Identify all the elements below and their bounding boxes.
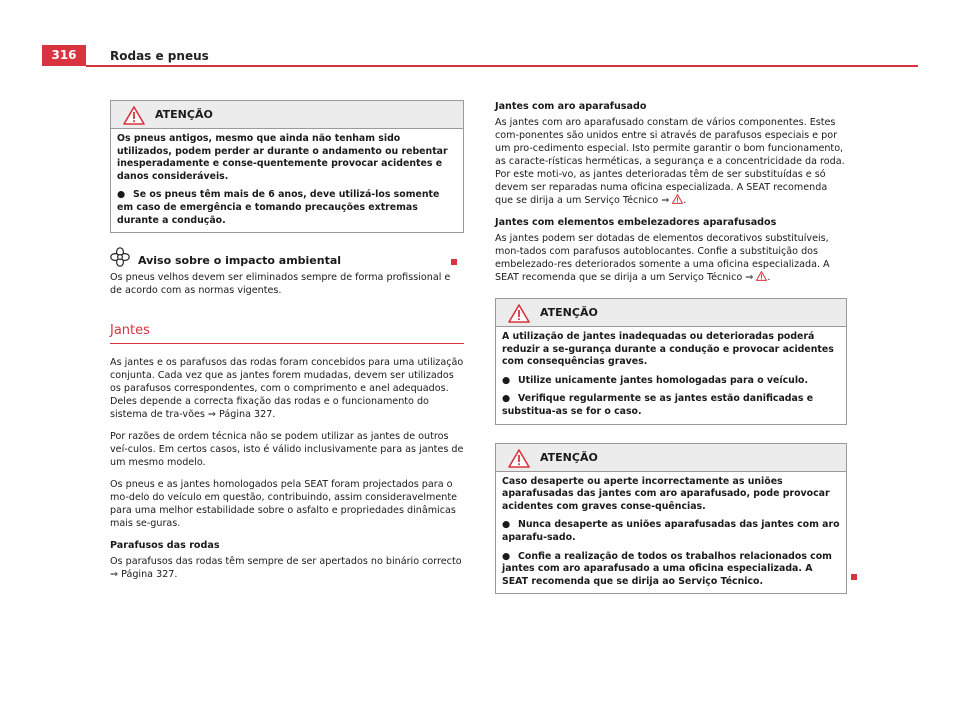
- paragraph: Os parafusos das rodas têm sempre de ser apertados no binário correcto ⇒ Página 327.: [110, 556, 462, 581]
- period: .: [683, 195, 687, 206]
- warning-item-text: Verifique regularmente se as jantes estão danificadas e substitua-as se for o caso.: [502, 393, 814, 417]
- warning-triangle-icon: [123, 106, 145, 125]
- warning-header: [111, 101, 463, 129]
- warning-item: [502, 393, 840, 418]
- bullet: ●: [502, 393, 511, 405]
- paragraph-text: As jantes com aro aparafusado constam de vários componentes. Estes com-ponentes são unidos entre si através de parafusos especiais e por um pro-cedimento especial. Isto permite garantir o bom funcionamento, as caracte-rísticas herméticas, a segurança e a concentricidade da roda. Por este moti-vo, as jantes deterioradas têm de ser substituídas e só devem ser reparadas numa oficina especializada. A SEAT recomenda que se dirija a um Serviço Técnico ⇒: [495, 117, 845, 206]
- chapter-title: Rodas e pneus: [110, 49, 209, 63]
- warning-triangle-icon: [756, 271, 767, 281]
- period: .: [767, 272, 771, 283]
- warning-item-text: Utilize unicamente jantes homologadas para o veículo.: [518, 374, 809, 386]
- environment-notice-title: Aviso sobre o impacto ambiental: [138, 254, 342, 268]
- paragraph: As jantes e os parafusos das rodas foram concebidos para uma utilização conjunta. Cada vez que as jantes forem mudadas, devem ser utilizados os parafusos correspondentes, com o comprimento e anel adequados. Deles depende a correcta fixação das rodas e o funcionamento do sistema de tra-vões ⇒ Página 327.: [110, 357, 464, 421]
- paragraph-text: As jantes podem ser dotadas de elementos decorativos substituíveis, mon-tados com parafusos autoblocantes. Confie a substituição dos embelezado-res deteriorados somente a uma oficina especializada. A SEAT recomenda que se dirija a um Serviço Técnico ⇒: [495, 233, 830, 283]
- warning-title: ATENÇÃO: [540, 450, 598, 464]
- warning-item-text: Se os pneus têm mais de 6 anos, deve utilizá-los somente em caso de emergência e tomando precauções extremas durante a condução.: [117, 189, 440, 226]
- warning-triangle-icon: [508, 449, 530, 468]
- warning-box-old-tyres: [110, 100, 464, 233]
- subheading-embelezadores: Jantes com elementos embelezadores aparafusados: [495, 217, 777, 228]
- warning-body: [496, 472, 846, 594]
- warning-item: [502, 551, 840, 589]
- bullet: ●: [502, 519, 511, 531]
- left-column: [110, 100, 464, 590]
- warning-header: [496, 444, 846, 472]
- right-column: [495, 100, 847, 604]
- environment-notice-text: Os pneus velhos devem ser eliminados sempre de forma profissional e de acordo com as normas vigentes.: [110, 272, 451, 297]
- warning-box-inadequate-rims: [495, 298, 847, 425]
- subheading-parafusos: Parafusos das rodas: [110, 540, 220, 552]
- warning-title: ATENÇÃO: [155, 108, 213, 121]
- warning-intro: A utilização de jantes inadequadas ou deterioradas poderá reduzir a se-gurança durante a condução e provocar acidentes com consequências graves.: [502, 331, 834, 368]
- bullet: ●: [117, 189, 126, 201]
- warning-header: [496, 299, 846, 327]
- paragraph: [495, 116, 847, 207]
- warning-item: [502, 375, 840, 388]
- warning-item: [502, 519, 840, 544]
- warning-intro: Caso desaperte ou aperte incorrectamente as uniões aparafusadas das jantes com aro aparafusado, pode provocar acidentes com graves conse-quências.: [502, 475, 830, 512]
- warning-triangle-icon: [508, 304, 530, 323]
- flower-icon: [110, 247, 130, 267]
- paragraph: [495, 232, 847, 284]
- warning-item-text: Confie a realização de todos os trabalhos relacionados com jantes com aro aparafusado a uma oficina especializada. A SEAT recomenda que se dirija ao Serviço Técnico.: [502, 550, 832, 587]
- bullet: ●: [502, 550, 511, 562]
- red-square-icon: [851, 574, 857, 580]
- warning-body: [496, 327, 846, 424]
- warning-triangle-icon: [672, 194, 683, 204]
- warning-item: [117, 189, 457, 227]
- paragraph: Por razões de ordem técnica não se podem utilizar as jantes de outros veí-culos. Em certos casos, isto é válido inclusivamente para as jantes de um mesmo modelo.: [110, 431, 464, 469]
- warning-box-bolted-rims: [495, 443, 847, 595]
- page-number: 316: [42, 45, 86, 66]
- warning-body: [111, 129, 463, 232]
- section-title-jantes: Jantes: [110, 323, 464, 344]
- subheading-aro-aparafusado: Jantes com aro aparafusado: [495, 101, 647, 112]
- warning-item-text: Nunca desaperte as uniões aparafusadas das jantes com aro aparafu-sado.: [502, 519, 840, 543]
- red-square-icon: [451, 259, 457, 265]
- warning-intro: Os pneus antigos, mesmo que ainda não tenham sido utilizados, podem perder ar durante o andamento ou rebentar inesperadamente e conse-quentemente provocar acidentes e danos consideráveis.: [117, 133, 448, 182]
- environment-notice-header: [110, 247, 464, 269]
- warning-title: ATENÇÃO: [540, 306, 598, 319]
- bullet: ●: [502, 374, 511, 386]
- paragraph: Os pneus e as jantes homologados pela SEAT foram projectados para o mo-delo do veículo em questão, contribuindo, assim consideravelmente para uma melhor estabilidade sobre o asfalto e propriedades dinâmicas mais se-guras.: [110, 479, 458, 530]
- header-rule: [86, 65, 918, 67]
